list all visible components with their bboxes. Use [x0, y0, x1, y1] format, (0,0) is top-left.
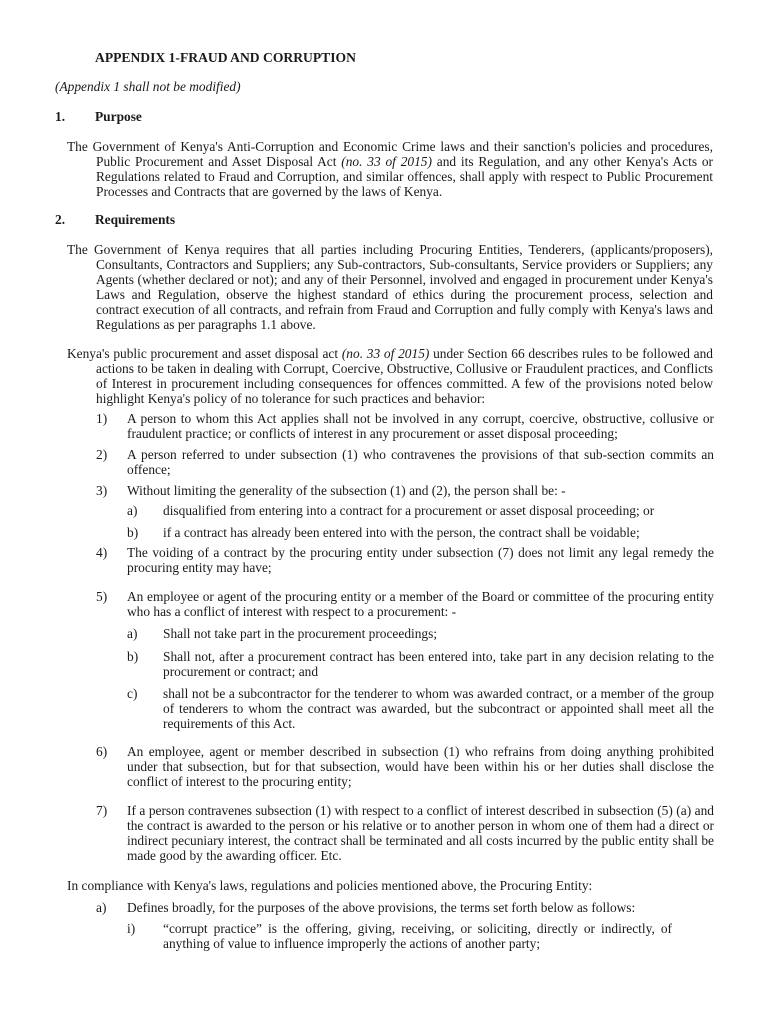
purpose-text-rest: and its Regulation, and any other Kenya's Acts or Regulations related to Fraud and Corruption, and similar offences, shall apply with respect to Public Procurement Processes and Contracts that are governed by the laws of Kenya. [96, 154, 713, 199]
list-marker: 3) [96, 483, 108, 498]
list-text: An employee or agent of the procuring entity or a member of the Board or committee of the procuring entity who has a conflict of interest with respect to a procurement: - [127, 589, 714, 619]
list-subitem [127, 503, 714, 519]
list-text: Shall not, after a procurement contract has been entered into, take part in any decision relating to the procurement or contract; and [163, 649, 714, 679]
list-item [96, 900, 714, 916]
act-paragraph [67, 346, 713, 406]
list-marker: 2) [96, 447, 108, 462]
list-text: if a contract has already been entered into with the person, the contract shall be voidable; [163, 525, 640, 540]
purpose-paragraph [67, 139, 713, 199]
act-reference: (no. 33 of 2015) [341, 346, 430, 361]
list-text: If a person contravenes subsection (1) with respect to a conflict of interest described in subsection (5) (a) and the contract is awarded to the person or his relative or to another person in whom one of them had a direct or indirect pecuniary interest, the contract shall be terminated and all costs incurred by the public entity shall be made good by the awarding officer. Etc. [127, 803, 714, 863]
list-item [96, 483, 714, 499]
list-item [96, 803, 714, 863]
list-marker: b) [127, 525, 139, 540]
list-marker: a) [127, 503, 138, 518]
list-marker: 5) [96, 589, 108, 604]
section-heading-requirements [55, 212, 355, 228]
section-heading-purpose [55, 109, 355, 125]
act-reference: (no. 33 of 2015) [341, 154, 432, 169]
list-marker: i) [127, 921, 136, 936]
list-text: “corrupt practice” is the offering, giving, receiving, or soliciting, directly or indirectly, of anything of value to influence improperly the actions of another party; [163, 921, 672, 951]
list-marker: 4) [96, 545, 108, 560]
list-item [96, 411, 714, 441]
list-marker: 7) [96, 803, 108, 818]
list-marker: a) [127, 626, 138, 641]
list-marker: c) [127, 686, 138, 701]
list-marker: 6) [96, 744, 108, 759]
list-item [96, 589, 714, 619]
list-text: An employee, agent or member described in subsection (1) who refrains from doing anything prohibited under that subsection, but for that subsection, would have been within his or her duties shall disclose the conflict of interest to the procuring entity; [127, 744, 714, 789]
list-marker: b) [127, 649, 139, 664]
list-marker: a) [96, 900, 107, 915]
page-title: APPENDIX 1-FRAUD AND CORRUPTION [95, 50, 356, 65]
list-text: The voiding of a contract by the procuring entity under subsection (7) does not limit any legal remedy the procuring entity may have; [127, 545, 714, 575]
compliance-paragraph: In compliance with Kenya's laws, regulations and policies mentioned above, the Procuring Entity: [67, 878, 593, 893]
list-subitem [127, 921, 672, 951]
list-text: Without limiting the generality of the subsection (1) and (2), the person shall be: - [127, 483, 566, 498]
section-title: Requirements [95, 212, 176, 227]
list-subitem [127, 626, 714, 642]
list-text: Defines broadly, for the purposes of the above provisions, the terms set forth below as follows: [127, 900, 636, 915]
list-item [96, 447, 714, 477]
list-item [96, 545, 714, 575]
requirements-paragraph: The Government of Kenya requires that all parties including Procuring Entities, Tenderers, (applicants/proposers), Consultants, Contractors and Suppliers; any Sub-contractors, Sub-consultants, Service providers or Suppliers; any Agents (whether declared or not); and any of their Personnel, involved and engaged in procurement under Kenya's Laws and Regulation, observe the highest standard of ethics during the procurement process, selection and contract execution of all contracts, and refrain from Fraud and Corruption and fully comply with Kenya's laws and Regulations as per paragraphs 1.1 above. [67, 242, 713, 332]
list-text: shall not be a subcontractor for the tenderer to whom was awarded contract, or a member of the group of tenderers to whom the contract was awarded, but the subcontract or appointed shall meet all the requirements of this Act. [163, 686, 714, 731]
list-text: A person referred to under subsection (1) who contravenes the provisions of that sub-section commits an offence; [127, 447, 714, 477]
section-number: 2. [55, 212, 66, 227]
act-text-rest: under Section 66 describes rules to be followed and actions to be taken in dealing with Corrupt, Coercive, Obstructive, Collusive or Fraudulent practices, and Conflicts of Interest in procurement including consequences for offences committed. A few of the provisions noted below highlight Kenya's policy of no tolerance for such practices and behavior: [96, 346, 713, 406]
section-title: Purpose [95, 109, 142, 124]
purpose-text: The Government of Kenya's Anti-Corruption and Economic Crime laws and their sanction's policies and procedures, Public Procurement and Asset Disposal Act [67, 139, 713, 169]
list-marker: 1) [96, 411, 108, 426]
list-subitem [127, 649, 714, 679]
act-text: Kenya's public procurement and asset disposal act [67, 346, 342, 361]
appendix-note: (Appendix 1 shall not be modified) [55, 79, 241, 94]
list-text: A person to whom this Act applies shall not be involved in any corrupt, coercive, obstructive, collusive or fraudulent practice; or conflicts of interest in any procurement or asset disposal proceeding; [127, 411, 714, 441]
list-subitem [127, 686, 714, 731]
list-text: Shall not take part in the procurement proceedings; [163, 626, 438, 641]
list-subitem [127, 525, 714, 541]
section-number: 1. [55, 109, 66, 124]
list-item [96, 744, 714, 789]
list-text: disqualified from entering into a contract for a procurement or asset disposal proceeding; or [163, 503, 655, 518]
